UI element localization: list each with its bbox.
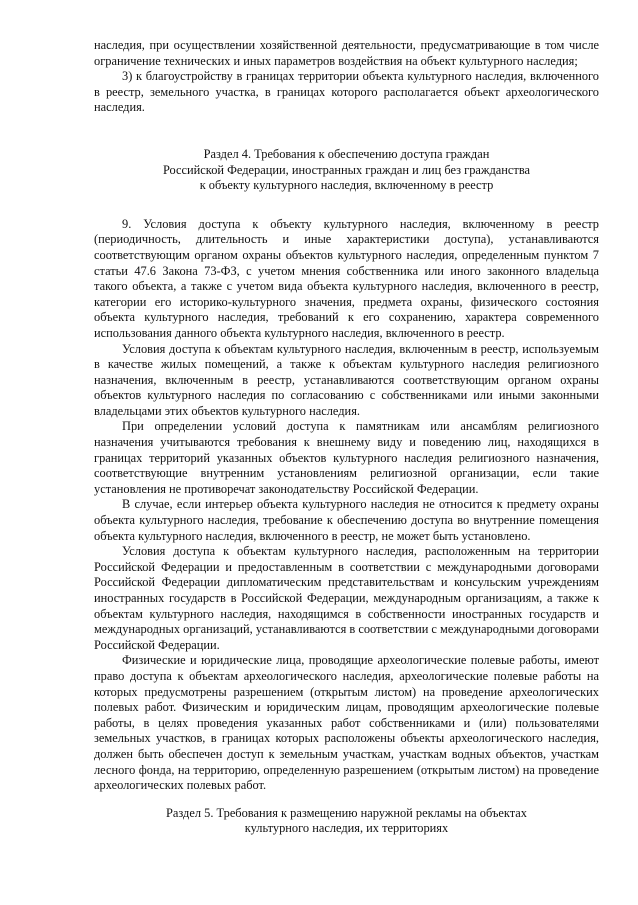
section-5-heading [94, 806, 599, 837]
section-spacer [94, 194, 599, 217]
section-4-paragraph-9: 9. Условия доступа к объекту культурного наследия, включенному в реестр (периодичность, длительность и иные характеристики доступа), устанавливаются соответствующим органом охраны объектов культурного наследия, определенным пунктом 7 статьи 47.6 Закона 73-ФЗ, с учетом мнения собственника или иного законного владельца такого объекта, а также с учетом вида объекта культурного наследия, включенного в реестр, категории его историко-культурного значения, предмета охраны, физического состояния объекта культурного наследия, требований к его сохранению, характера современного использования данного объекта культурного наследия, включенного в реестр. [94, 216, 599, 340]
document-page [94, 38, 599, 837]
section-5-heading-line: культурного наследия, их территориях [244, 821, 449, 836]
section-4-heading-line: Российской Федерации, иностранных граждан и лиц без гражданства [162, 162, 531, 177]
section-4-heading [94, 147, 599, 194]
section-4-paragraph-religious: При определении условий доступа к памятникам или ансамблям религиозного назначения учитываются требования к внешнему виду и поведению лиц, находящихся в границах территорий указанных объектов культурного наследия религиозного назначения, соответствующие внутренним установлениям религиозной организации, если такие установления не противоречат законодательству Российской Федерации. [94, 419, 599, 496]
intro-paragraph-item-3: 3) к благоустройству в границах территории объекта культурного наследия, включенного в реестр, земельного участка, в границах которого располагается объект археологического наследия. [94, 69, 599, 115]
section-4-paragraph-international: Условия доступа к объектам культурного наследия, расположенным на территории Российской Федерации и предоставленным в соответствии с международными договорами Российской Федерации дипломатическим представительствам и консульским учреждениям иностранных государств в Российской Федерации, международным организациям, а также к объектам культурного наследия, находящимся в собственности иностранных государств и международных организаций, устанавливаются в соответствии с международными договорами Российской Федерации. [94, 544, 600, 652]
section-4-paragraph-archaeology: Физические и юридические лица, проводящие археологические полевые работы, имеют право доступа к объектам археологического наследия, археологические полевые работы на которых предусмотрены разрешением (открытым листом) на проведение археологических полевых работ. Физическим и юридическим лицам, проводящим археологические полевые работы, в целях проведения указанных работ собственниками и (или) пользователями земельных участков, в границах которых расположены объекты археологического наследия, должен быть обеспечен доступ к земельным участкам, участкам водных объектов, участкам лесного фонда, на территорию, определенную разрешением (открытым листом) на проведение археологических полевых работ. [94, 653, 599, 793]
section-5-heading-line: Раздел 5. Требования к размещению наружной рекламы на объектах [165, 805, 527, 820]
section-4-paragraph-interior: В случае, если интерьер объекта культурного наследия не относится к предмету охраны объекта культурного наследия, требование к обеспечению доступа во внутренние помещения объекта культурного наследия, включенного в реестр, не может быть установлено. [94, 497, 599, 543]
section-4-heading-line: к объекту культурного наследия, включенному в реестр [199, 178, 494, 193]
section-4-heading-line: Раздел 4. Требования к обеспечению доступа граждан [203, 146, 490, 161]
intro-paragraph-continuation: наследия, при осуществлении хозяйственной деятельности, предусматривающие в том числе ограничение технических и иных параметров воздействия на объект культурного наследия; [94, 38, 599, 68]
section-spacer [94, 116, 599, 147]
section-4-paragraph-residential: Условия доступа к объектам культурного наследия, включенным в реестр, используемым в качестве жилых помещений, а также к объектам культурного наследия религиозного назначения, включенным в реестр, устанавливаются соответствующим органом охраны объектов культурного наследия по согласованию с собственниками или иными законными владельцами этих объектов культурного наследия. [94, 341, 599, 418]
section-spacer [94, 794, 599, 806]
